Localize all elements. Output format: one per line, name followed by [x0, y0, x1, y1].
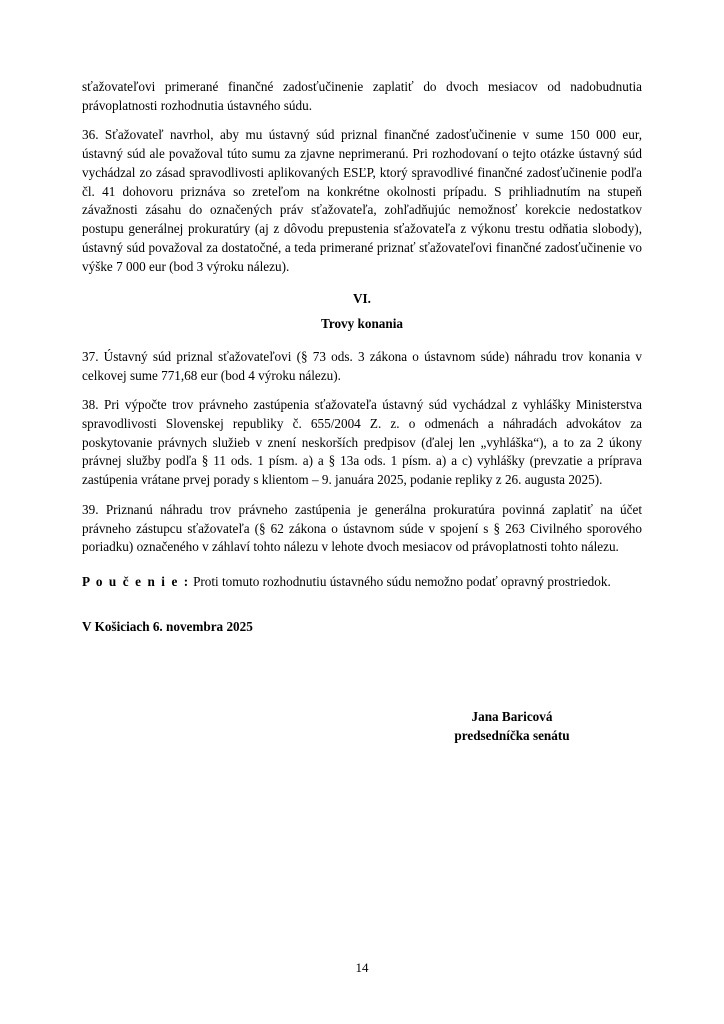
- signature-block: [82, 707, 642, 747]
- signature-inner: [454, 707, 569, 747]
- place-and-date: V Košiciach 6. novembra 2025: [82, 618, 253, 634]
- paragraph-37: 37. Ústavný súd priznal sťažovateľovi (§ 73 ods. 3 zákona o ústavnom súde) náhradu trov konania v celkovej sume 771,68 eur (bod 4 výroku nálezu).: [82, 348, 642, 383]
- signatory-title: predsedníčka senátu: [454, 728, 570, 744]
- paragraph-39: 39. Priznanú náhradu trov právneho zastúpenia je generálna prokuratúra povinná zaplatiť na účet právneho zástupcu sťažovateľa (§ 62 zákona o ústavnom súde v spojení s § 263 Civilného sporového poriadku) označeného v záhlaví tohto nálezu v lehote dvoch mesiacov od právoplatnosti tohto nálezu.: [82, 501, 642, 555]
- document-body: [82, 78, 642, 746]
- paragraph-36: 36. Sťažovateľ navrhol, aby mu ústavný súd priznal finančné zadosťučinenie v sume 150 000 eur, ústavný súd ale považoval túto sumu za zjavne neprimeranú. Pri rozhodovaní o tejto otázke ústavný súd vychádzal zo zásad spravodlivosti aplikovaných ESĽP, ktorý spravodlivé finančné zadosťučinenie podľa čl. 41 dohovoru priznáva so zreteľom na konkrétne okolnosti prípadu. S prihliadnutím na stupeň závažnosti zásahu do označených práv sťažovateľa, zohľadňujúc nemožnosť korekcie nedostatkov postupu generálnej prokuratúry (aj z dôvodu prepustenia sťažovateľa z výkonu trestu odňatia slobody), ústavný súd považoval za dostatočné, a teda primerané priznať sťažovateľovi finančné zadosťučinenie vo výške 7 000 eur (bod 3 výroku nálezu).: [82, 127, 642, 274]
- section-title: Trovy konania: [321, 316, 403, 332]
- signatory-name: Jana Baricová: [471, 708, 553, 724]
- instruction-text: Proti tomuto rozhodnutiu ústavného súdu nemožno podať opravný prostriedok.: [193, 574, 611, 590]
- page-number: 14: [355, 960, 369, 975]
- instruction-label: P o u č e n i e :: [82, 574, 190, 590]
- section-number: VI.: [353, 291, 371, 307]
- paragraph-38: 38. Pri výpočte trov právneho zastúpenia sťažovateľa ústavný súd vychádzal z vyhlášky Ministerstva spravodlivosti Slovenskej republiky č. 655/2004 Z. z. o odmenách a náhradách advokátov za poskytovanie právnych služieb v znení neskorších predpisov (ďalej len „vyhláška“), a to za 2 úkony právnej služby podľa § 11 ods. 1 písm. a) a § 13a ods. 1 písm. a) a c) vyhlášky (prevzatie a príprava zastúpenia vrátane prvej porady s klientom – 9. januára 2025, podanie repliky z 26. augusta 2025).: [82, 397, 642, 488]
- paragraph-continuation: sťažovateľovi primerané finančné zadosťučinenie zaplatiť do dvoch mesiacov od nadobudnutia právoplatnosti rozhodnutia ústavného súdu.: [82, 79, 642, 113]
- instruction-block: [82, 573, 642, 592]
